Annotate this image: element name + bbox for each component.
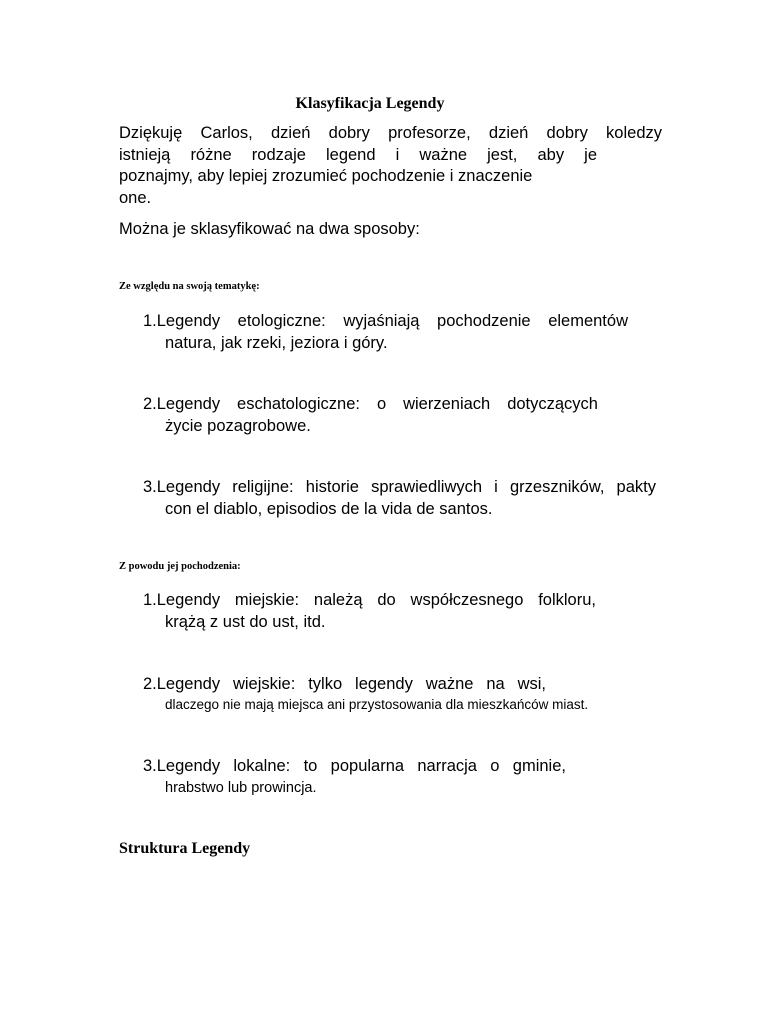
list-item-continuation: hrabstwo lub prowincja. [165,779,317,796]
list-item [143,311,628,354]
list-item-first-line: 1.Legendy etologiczne: wyjaśniają pochodzenie elementów [143,312,628,330]
list-item [143,477,656,520]
list-item-first-line: 2.Legendy wiejskie: tylko legendy ważne na wsi, [143,675,546,693]
document-title: Klasyfikacja Legendy [295,95,445,112]
list-item-first-line: 3.Legendy lokalne: to popularna narracja o gminie, [143,757,566,775]
list-item-first-line: 1.Legendy miejskie: należą do współczesnego folkloru, [143,591,596,609]
list-item [143,674,588,713]
intro-line: Dziękuję Carlos, dzień dobry profesorze, dzień dobry koledzy [119,124,662,142]
list-item-first-line: 3.Legendy religijne: historie sprawiedliwych i grzeszników, pakty [143,478,656,496]
intro-line: poznajmy, aby lepiej zrozumieć pochodzenie i znaczenie [119,167,533,185]
intro-paragraph [119,123,662,209]
structure-heading: Struktura Legendy [119,840,251,857]
list-item-continuation: dlaczego nie mają miejsca ani przystosowania dla mieszkańców miast. [165,696,589,712]
intro-line: one. [119,188,152,207]
list-item [143,394,598,437]
list-item [143,756,566,799]
list-item-continuation: natura, jak rzeki, jeziora i góry. [165,333,388,352]
list-item-first-line: 2.Legendy eschatologiczne: o wierzeniach dotyczących [143,395,598,413]
list-item-continuation: con el diablo, episodios de la vida de santos. [165,499,493,518]
list-item-continuation: życie pozagrobowe. [165,416,311,435]
list-item-continuation: krążą z ust do ust, itd. [165,612,326,631]
section-heading-origin: Z powodu jej pochodzenia: [119,561,241,572]
intro-line: istnieją różne rodzaje legend i ważne jest, aby je [119,145,597,164]
section-heading-theme: Ze względu na swoją tematykę: [119,281,260,292]
subintro-text: Można je sklasyfikować na dwa sposoby: [119,220,420,238]
list-item [143,590,596,633]
